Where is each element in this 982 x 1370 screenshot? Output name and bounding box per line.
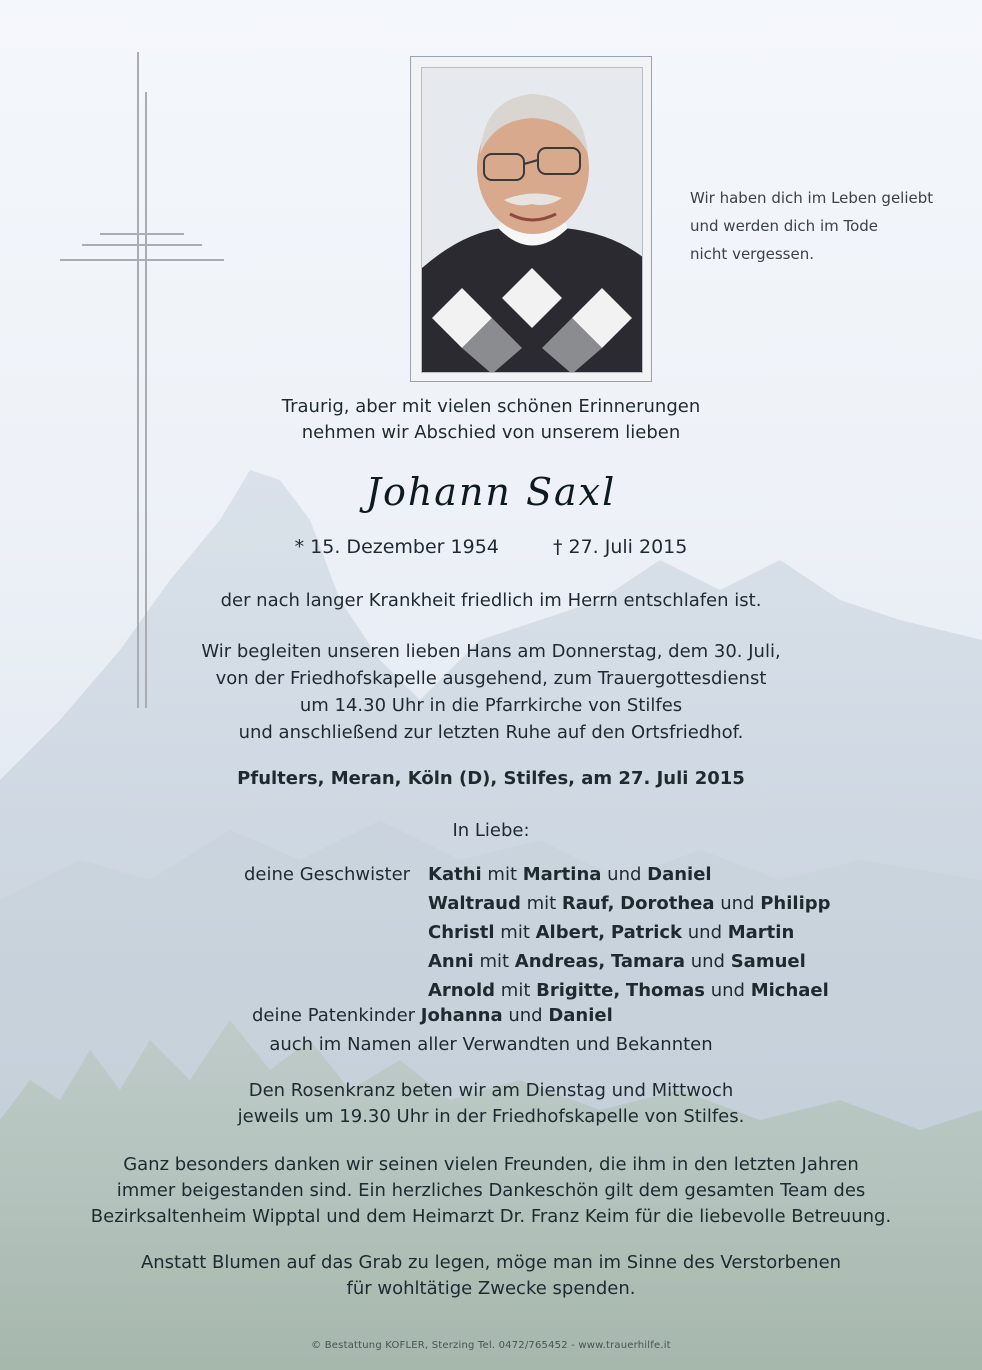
relative-name: Michael bbox=[750, 980, 829, 1001]
godchild-name: Daniel bbox=[548, 1005, 613, 1026]
quote-line: und werden dich im Tode bbox=[690, 217, 879, 235]
connector-word: mit bbox=[479, 951, 510, 972]
in-love-heading: In Liebe: bbox=[452, 820, 530, 841]
life-dates bbox=[0, 536, 982, 558]
portrait-photo bbox=[421, 67, 643, 373]
portrait-illustration bbox=[422, 68, 643, 373]
intro-line-2: nehmen wir Abschied von unserem lieben bbox=[301, 422, 681, 443]
relative-name: Samuel bbox=[730, 951, 806, 972]
relatives-note: auch im Namen aller Verwandten und Bekannten bbox=[269, 1034, 713, 1055]
funeral-line: Wir begleiten unseren lieben Hans am Donnerstag, dem 30. Juli, bbox=[201, 641, 781, 662]
connector-word: und bbox=[607, 864, 642, 885]
sibling-name: Christl bbox=[428, 922, 495, 943]
relative-name: Tamara bbox=[610, 951, 685, 972]
godchildren-label: deine Patenkinder bbox=[252, 1005, 416, 1026]
funeral-line: um 14.30 Uhr in die Pfarrkirche von Stilfes bbox=[299, 695, 683, 716]
godchild-name: Johanna bbox=[420, 1005, 503, 1026]
relative-name: Martina bbox=[522, 864, 602, 885]
sibling-row bbox=[428, 889, 831, 918]
thanks-note bbox=[0, 1152, 982, 1230]
connector-word: mit bbox=[500, 922, 530, 943]
sibling-row bbox=[428, 918, 831, 947]
sibling-name: Waltraud bbox=[428, 893, 521, 914]
intro-text bbox=[0, 394, 982, 446]
sibling-row bbox=[428, 860, 831, 889]
place-and-date: Pfulters, Meran, Köln (D), Stilfes, am 27. Juli 2015 bbox=[237, 768, 745, 789]
passing-note: der nach langer Krankheit friedlich im Herrn entschlafen ist. bbox=[220, 590, 762, 611]
thanks-line: Bezirksaltenheim Wipptal und dem Heimarzt Dr. Franz Keim für die liebevolle Betreuung. bbox=[90, 1206, 892, 1227]
sibling-name: Arnold bbox=[428, 980, 496, 1001]
funeral-line: und anschließend zur letzten Ruhe auf den Ortsfriedhof. bbox=[238, 722, 744, 743]
funeral-line: von der Friedhofskapelle ausgehend, zum Trauergottesdienst bbox=[215, 668, 767, 689]
relative-name: Daniel bbox=[647, 864, 712, 885]
funeral-home-footer: © Bestattung KOFLER, Sterzing Tel. 0472/765452 - www.trauerhilfe.it bbox=[311, 1340, 671, 1351]
death-date: † 27. Juli 2015 bbox=[552, 536, 688, 558]
connector-word: mit bbox=[500, 980, 531, 1001]
relative-name: Philipp bbox=[760, 893, 831, 914]
relative-name: Patrick bbox=[610, 922, 683, 943]
rosary-line: jeweils um 19.30 Uhr in der Friedhofskapelle von Stilfes. bbox=[237, 1106, 745, 1127]
intro-line-1: Traurig, aber mit vielen schönen Erinnerungen bbox=[281, 396, 701, 417]
sibling-name: Kathi bbox=[428, 864, 482, 885]
connector-word: und bbox=[690, 951, 725, 972]
rosary-line: Den Rosenkranz beten wir am Dienstag und Mittwoch bbox=[248, 1080, 734, 1101]
connector-word: mit bbox=[526, 893, 557, 914]
siblings-label: deine Geschwister bbox=[244, 864, 411, 885]
sibling-row bbox=[428, 976, 831, 1005]
cross-icon bbox=[60, 52, 224, 712]
relative-name: Andreas, bbox=[514, 951, 606, 972]
relative-name: Thomas bbox=[625, 980, 705, 1001]
thanks-line: immer beigestanden sind. Ein herzliches Dankeschön gilt dem gesamten Team des bbox=[116, 1180, 866, 1201]
godchildren-row bbox=[252, 1005, 613, 1026]
siblings-names bbox=[428, 860, 831, 1005]
connector-word: und bbox=[720, 893, 755, 914]
relative-name: Dorothea bbox=[620, 893, 715, 914]
relative-name: Brigitte, bbox=[536, 980, 621, 1001]
connector-word: und bbox=[687, 922, 723, 943]
quote-line: nicht vergessen. bbox=[690, 245, 814, 263]
flowers-line: für wohltätige Zwecke spenden. bbox=[346, 1278, 636, 1299]
thanks-line: Ganz besonders danken wir seinen vielen Freunden, die ihm in den letzten Jahren bbox=[123, 1154, 859, 1175]
relative-name: Martin bbox=[727, 922, 795, 943]
sibling-row bbox=[428, 947, 831, 976]
relative-name: Albert, bbox=[535, 922, 606, 943]
rosary-note bbox=[0, 1078, 982, 1130]
flowers-note bbox=[0, 1250, 982, 1302]
deceased-name: Johann Saxl bbox=[365, 470, 617, 514]
quote-line: Wir haben dich im Leben geliebt bbox=[690, 189, 934, 207]
flowers-line: Anstatt Blumen auf das Grab zu legen, möge man im Sinne des Verstorbenen bbox=[140, 1252, 842, 1273]
relative-name: Rauf, bbox=[561, 893, 615, 914]
connector-word: mit bbox=[487, 864, 518, 885]
birth-date: * 15. Dezember 1954 bbox=[294, 536, 499, 558]
sibling-name: Anni bbox=[428, 951, 474, 972]
memorial-quote bbox=[690, 184, 950, 268]
godchild-and: und bbox=[508, 1005, 543, 1026]
connector-word: und bbox=[710, 980, 745, 1001]
portrait-frame bbox=[410, 56, 652, 382]
funeral-details bbox=[0, 638, 982, 746]
